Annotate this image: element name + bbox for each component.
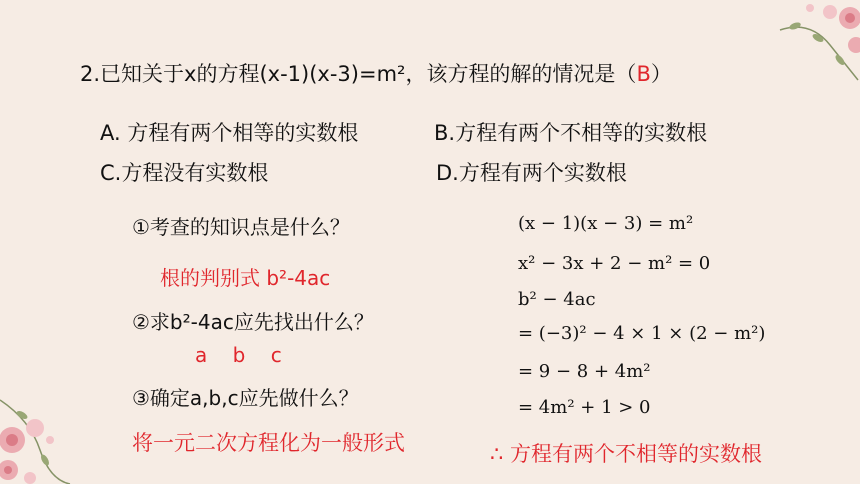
option-a: A. 方程有两个相等的实数根 <box>100 121 359 145</box>
derivation-line-1: (x − 1)(x − 3) = m² <box>518 213 694 234</box>
flower-decoration-bottom-left <box>0 380 80 484</box>
question-text <box>80 58 672 88</box>
derivation-line-3: b² − 4ac <box>518 289 596 310</box>
step-question-2: ②求b²-4ac应先找出什么？ <box>132 310 374 334</box>
derivation-line-6: = 4m² + 1 > 0 <box>518 397 651 418</box>
derivation-line-2: x² − 3x + 2 − m² = 0 <box>518 253 711 274</box>
step-answer-3: 将一元二次方程化为一般形式 <box>132 431 405 455</box>
derivation-line-4: = (−3)² − 4 × 1 × (2 − m²) <box>518 323 766 344</box>
question-suffix: ） <box>650 62 672 86</box>
option-b: B.方程有两个不相等的实数根 <box>434 121 708 145</box>
step-answer-2: a b c <box>195 343 282 367</box>
step-answer-1: 根的判别式 b²-4ac <box>160 266 331 290</box>
flower-decoration-top-right <box>770 0 860 90</box>
question-answer: B <box>636 62 651 86</box>
step-question-1: ①考查的知识点是什么？ <box>132 215 350 239</box>
question-prefix: 2.已知关于x的方程(x-1)(x-3)=m²，该方程的解的情况是（ <box>80 62 637 86</box>
derivation-line-5: = 9 − 8 + 4m² <box>518 361 651 382</box>
option-d: D.方程有两个实数根 <box>436 161 627 185</box>
derivation-conclusion: ∴ 方程有两个不相等的实数根 <box>490 442 763 466</box>
option-c: C.方程没有实数根 <box>100 161 269 185</box>
step-question-3: ③确定a,b,c应先做什么？ <box>132 386 359 410</box>
